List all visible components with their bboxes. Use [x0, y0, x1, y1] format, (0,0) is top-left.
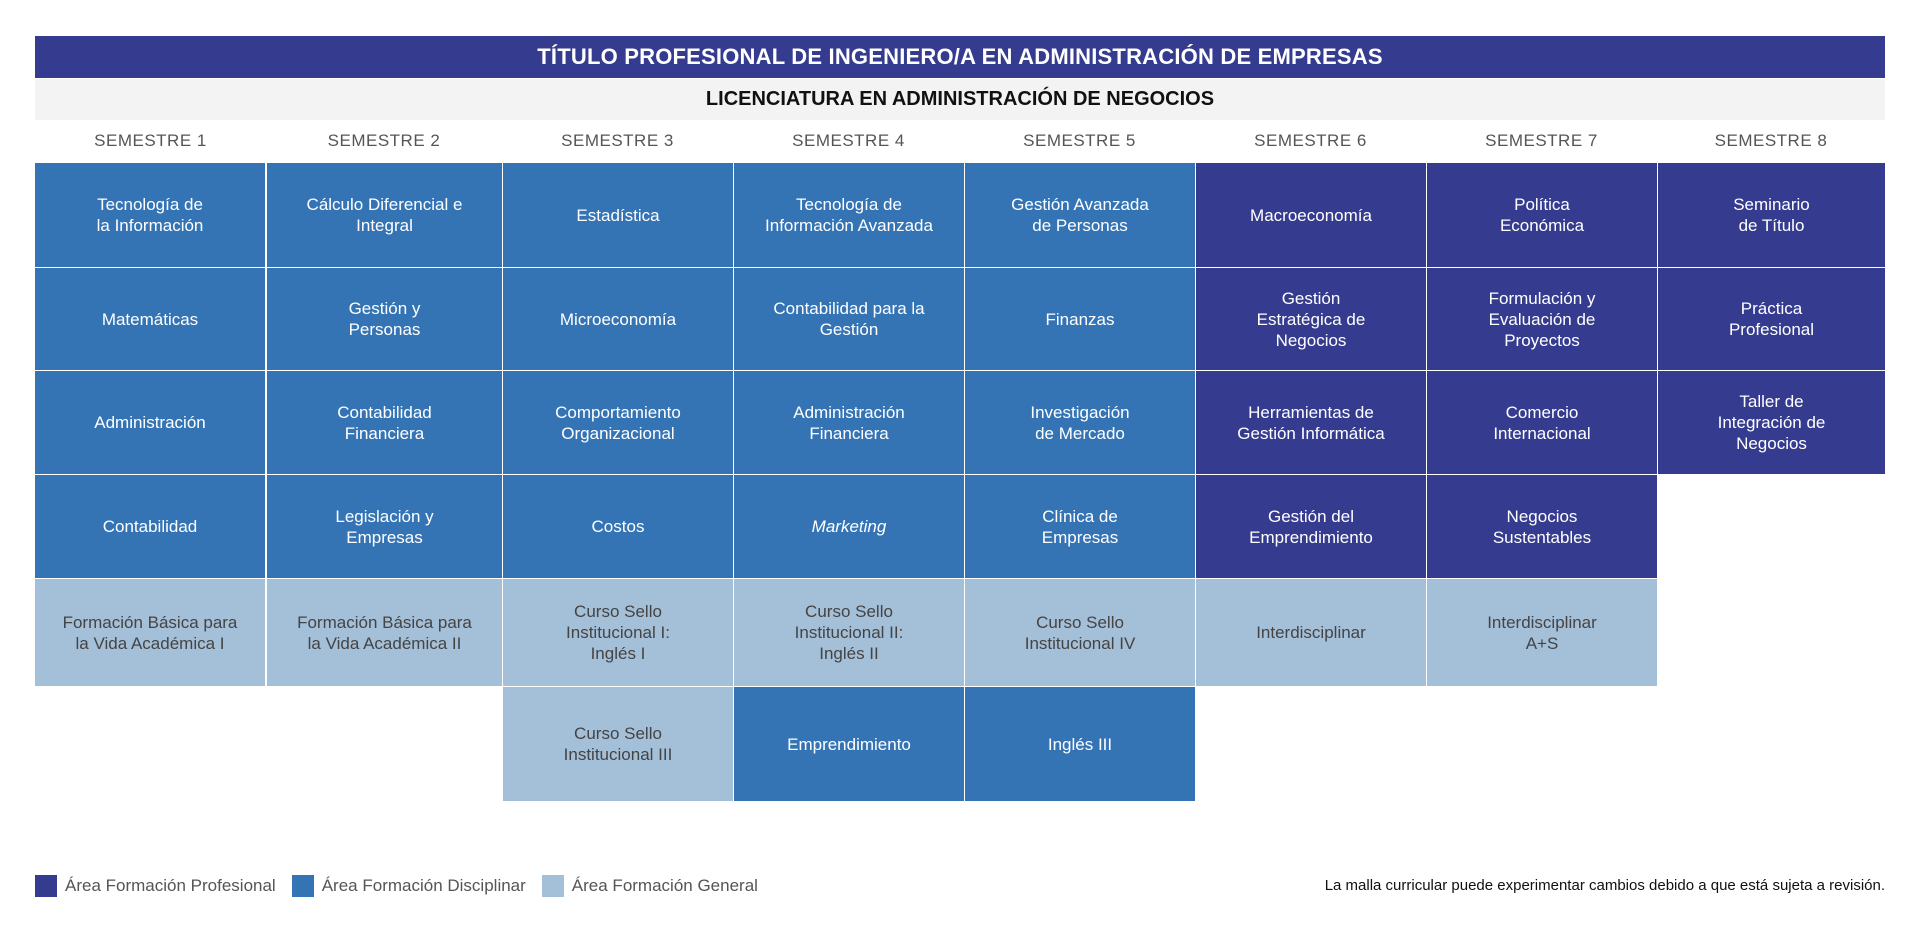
course-cell	[1427, 371, 1657, 474]
course-name: Formulación y Evaluación de Proyectos	[1488, 288, 1596, 350]
legend-swatch	[35, 875, 57, 897]
course-name: Cálculo Diferencial e Integral	[306, 195, 463, 235]
course-cell	[734, 371, 964, 474]
course-name: Interdisciplinar	[1256, 623, 1366, 642]
course-name: Curso Sello Institucional I: Inglés I	[566, 602, 670, 663]
semester-header: SEMESTRE 1	[94, 131, 207, 150]
course-cell	[1427, 163, 1657, 267]
legend-item	[542, 875, 758, 897]
course-name: Taller de Integración de Negocios	[1717, 392, 1826, 453]
course-name: Curso Sello Institucional IV	[1024, 612, 1136, 653]
course-name: Formación Básica para la Vida Académica I	[62, 612, 238, 653]
course-cell	[965, 475, 1195, 578]
course-cell	[503, 268, 733, 370]
course-cell	[35, 475, 265, 578]
course-cell	[35, 371, 265, 474]
course-name: Comercio Internacional	[1493, 402, 1591, 443]
course-cell	[1658, 371, 1885, 474]
legend-label: Área Formación Profesional	[65, 876, 276, 895]
course-cell	[1658, 163, 1885, 267]
course-cell	[267, 163, 502, 267]
course-cell	[35, 163, 265, 267]
course-name: Gestión Avanzada de Personas	[1011, 195, 1149, 235]
legend-swatch	[542, 875, 564, 897]
course-cell	[35, 579, 265, 686]
course-cell	[965, 687, 1195, 801]
course-name: Macroeconomía	[1250, 205, 1372, 225]
course-name: Comportamiento Organizacional	[555, 402, 681, 443]
semester-header: SEMESTRE 6	[1254, 131, 1367, 150]
course-cell	[965, 371, 1195, 474]
course-cell	[1196, 579, 1426, 686]
course-name: Finanzas	[1045, 309, 1115, 329]
course-cell	[1427, 579, 1657, 686]
course-cell	[503, 475, 733, 578]
course-name: Tecnología de Información Avanzada	[765, 195, 933, 235]
course-name: Gestión Estratégica de Negocios	[1256, 288, 1366, 350]
course-name: Contabilidad para la Gestión	[773, 299, 925, 339]
course-name: Contabilidad	[102, 517, 198, 536]
semester-header: SEMESTRE 4	[792, 131, 905, 150]
course-cell	[1196, 268, 1426, 370]
legend	[35, 874, 774, 898]
course-cell	[1196, 475, 1426, 578]
course-cell	[1196, 163, 1426, 267]
course-cell	[965, 163, 1195, 267]
course-cell	[734, 268, 964, 370]
course-cell	[1427, 475, 1657, 578]
course-name: Matemáticas	[101, 309, 199, 329]
course-cell	[965, 579, 1195, 686]
course-name: Herramientas de Gestión Informática	[1237, 402, 1385, 443]
course-cell	[267, 475, 502, 578]
course-name: Política Económica	[1499, 195, 1585, 235]
course-cell	[267, 579, 502, 686]
course-cell	[734, 579, 964, 686]
course-cell	[503, 371, 733, 474]
course-name: Inglés III	[1047, 734, 1113, 754]
page-title: TÍTULO PROFESIONAL DE INGENIERO/A EN ADMINISTRACIÓN DE EMPRESAS	[35, 36, 1885, 78]
course-name: Administración	[94, 413, 206, 432]
course-name: Clínica de Empresas	[1041, 506, 1119, 547]
course-name: Microeconomía	[559, 309, 677, 329]
course-cell	[1196, 371, 1426, 474]
page-subtitle: LICENCIATURA EN ADMINISTRACIÓN DE NEGOCIOS	[35, 79, 1885, 120]
curriculum-grid	[35, 120, 1885, 801]
semester-header: SEMESTRE 7	[1485, 131, 1598, 150]
course-cell	[1427, 268, 1657, 370]
course-name: Gestión y Personas	[348, 299, 421, 339]
course-name: Legislación y Empresas	[335, 506, 434, 547]
course-name: Negocios Sustentables	[1492, 506, 1592, 547]
course-name: Curso Sello Institucional II: Inglés II	[794, 602, 904, 663]
legend-label: Área Formación Disciplinar	[321, 876, 526, 895]
course-cell	[35, 268, 265, 370]
course-name: Seminario de Título	[1733, 195, 1810, 235]
semester-header: SEMESTRE 2	[327, 131, 441, 150]
course-cell	[267, 268, 502, 370]
legend-item	[35, 875, 276, 897]
course-cell	[1658, 268, 1885, 370]
course-cell	[734, 687, 964, 801]
course-name: Investigación de Mercado	[1030, 402, 1130, 443]
course-cell	[503, 163, 733, 267]
course-name: Estadística	[576, 205, 660, 225]
legend-item	[292, 875, 526, 897]
course-name: Emprendimiento	[787, 734, 911, 754]
course-cell	[965, 268, 1195, 370]
course-name: Curso Sello Institucional III	[563, 724, 673, 764]
course-name: Interdisciplinar A+S	[1487, 612, 1597, 653]
course-name: Marketing	[811, 517, 887, 536]
course-name: Tecnología de la Información	[96, 195, 204, 235]
course-cell	[267, 371, 502, 474]
course-cell	[503, 579, 733, 686]
course-name: Costos	[591, 517, 645, 536]
course-cell	[734, 163, 964, 267]
revision-note: La malla curricular puede experimentar cambios debido a que está sujeta a revisión.	[1324, 877, 1885, 894]
course-name: Práctica Profesional	[1728, 299, 1815, 339]
course-name: Administración Financiera	[793, 402, 905, 443]
semester-header: SEMESTRE 3	[561, 131, 674, 150]
course-cell	[503, 687, 733, 801]
legend-label: Área Formación General	[571, 876, 758, 895]
semester-header: SEMESTRE 5	[1023, 131, 1136, 150]
course-name: Formación Básica para la Vida Académica II	[297, 612, 472, 653]
course-name: Contabilidad Financiera	[337, 402, 432, 443]
legend-swatch	[292, 875, 314, 897]
course-name: Gestión del Emprendimiento	[1249, 506, 1373, 547]
semester-header: SEMESTRE 8	[1714, 131, 1828, 150]
course-cell	[734, 475, 964, 578]
